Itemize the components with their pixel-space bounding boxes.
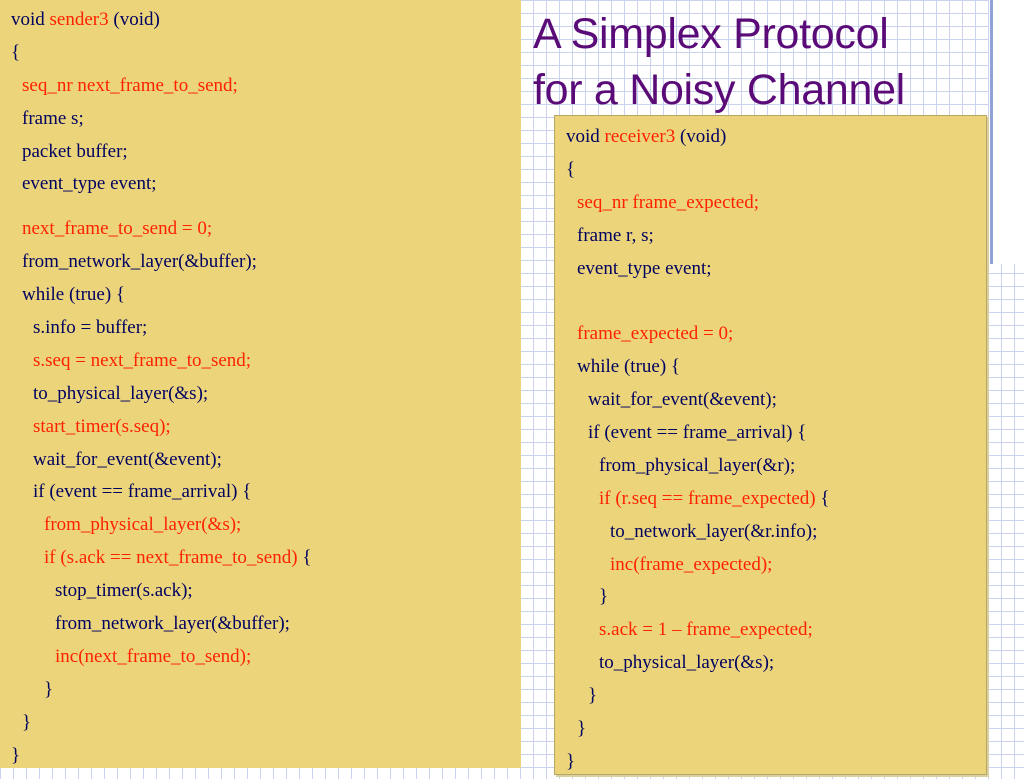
sender-code-line: [11, 411, 311, 444]
slide-title-line-1: A Simplex Protocol: [533, 10, 889, 58]
slide-title: [533, 6, 993, 118]
code-text: wait_for_event(&event);: [588, 389, 777, 411]
code-text: to_physical_layer(&s);: [33, 382, 209, 404]
receiver-code-line: [566, 581, 829, 614]
code-text: }: [566, 750, 576, 772]
highlighted-code-text: inc(frame_expected);: [610, 553, 773, 575]
receiver-code-line: [566, 746, 829, 779]
code-text: }: [44, 678, 54, 700]
code-text: frame r, s;: [577, 224, 654, 246]
code-text: }: [599, 586, 609, 608]
code-text: packet buffer;: [22, 140, 128, 162]
receiver-code-line: [566, 154, 829, 187]
receiver-code-line: [566, 384, 829, 417]
sender-code-line: [11, 476, 311, 509]
code-text: while (true) {: [577, 356, 681, 378]
receiver-code-line: [566, 483, 829, 516]
receiver-code-line: [566, 285, 829, 318]
sender-code-line: [11, 103, 311, 136]
code-text: {: [815, 487, 830, 509]
receiver-code-line: [566, 417, 829, 450]
code-text: while (true) {: [22, 284, 126, 306]
code-text: to_network_layer(&r.info);: [610, 520, 818, 542]
receiver-code-line: [566, 121, 829, 154]
code-text: void: [566, 126, 605, 147]
receiver-code-line: [566, 680, 829, 713]
code-text: if (event == frame_arrival) {: [588, 422, 807, 444]
code-text: event_type event;: [577, 257, 712, 279]
code-text: }: [577, 718, 587, 740]
highlighted-code-text: from_physical_layer(&s);: [44, 514, 242, 536]
receiver-code-line: [566, 614, 829, 647]
receiver-code-line: [566, 187, 829, 220]
highlighted-code-text: seq_nr next_frame_to_send;: [22, 74, 238, 96]
sender-code-line: [11, 37, 311, 70]
receiver-code-line: [566, 450, 829, 483]
sender-code-line: [11, 641, 311, 674]
code-text: stop_timer(s.ack);: [55, 580, 193, 602]
sender-code-line: [11, 279, 311, 312]
highlighted-code-text: inc(next_frame_to_send);: [55, 645, 252, 667]
code-text: }: [588, 685, 598, 707]
highlighted-code-text: start_timer(s.seq);: [33, 415, 171, 437]
sender-code-line: [11, 168, 311, 201]
sender-code-line: [11, 345, 311, 378]
code-text: to_physical_layer(&s);: [599, 652, 775, 674]
highlighted-code-text: sender3: [49, 9, 109, 30]
receiver-code-line: [566, 549, 829, 582]
code-text: void: [11, 9, 50, 30]
code-text: {: [11, 41, 21, 63]
code-text: if (event == frame_arrival) {: [33, 481, 252, 503]
code-text: {: [566, 158, 576, 180]
sender-code-line: [11, 608, 311, 641]
code-text: }: [11, 744, 21, 766]
sender-code-line: [11, 707, 311, 740]
code-text: (void): [675, 126, 727, 147]
highlighted-code-text: if (s.ack == next_frame_to_send): [44, 547, 298, 569]
code-text: event_type event;: [22, 173, 157, 195]
highlighted-code-text: seq_nr frame_expected;: [577, 191, 759, 213]
receiver-code-line: [566, 318, 829, 351]
receiver-code-line: [566, 647, 829, 680]
sender-code-line: [11, 509, 311, 542]
code-text: {: [297, 547, 312, 569]
code-text: frame s;: [22, 107, 84, 129]
code-text: from_network_layer(&buffer);: [22, 251, 257, 273]
sender-code-listing: [11, 4, 311, 772]
slide-title-line-2: for a Noisy Channel: [533, 66, 905, 114]
sender-code-line: [11, 213, 311, 246]
sender-code-line: [11, 542, 311, 575]
sender-code-line: [11, 378, 311, 411]
highlighted-code-text: if (r.seq == frame_expected): [599, 487, 816, 509]
sender-code-line: [11, 444, 311, 477]
highlighted-code-text: s.ack = 1 – frame_expected;: [599, 619, 813, 641]
receiver-code-box: [554, 115, 987, 775]
receiver-code-line: [566, 713, 829, 746]
sender-code-line: [11, 4, 311, 37]
code-text: (void): [108, 9, 160, 30]
sender-code-line: [11, 312, 311, 345]
highlighted-code-text: receiver3: [604, 126, 676, 147]
sender-code-line: [11, 136, 311, 169]
sender-code-line: [11, 674, 311, 707]
code-text: wait_for_event(&event);: [33, 448, 222, 470]
highlighted-code-text: s.seq = next_frame_to_send;: [33, 349, 252, 371]
code-text: }: [22, 711, 32, 733]
slide-side-stripe: [988, 0, 1024, 264]
highlighted-code-text: next_frame_to_send = 0;: [22, 218, 213, 240]
sender-code-line: [11, 70, 311, 103]
code-text: s.info = buffer;: [33, 317, 148, 339]
code-text: from_physical_layer(&r);: [599, 454, 796, 476]
code-text: from_network_layer(&buffer);: [55, 613, 290, 635]
receiver-code-line: [566, 516, 829, 549]
receiver-code-line: [566, 253, 829, 286]
receiver-code-listing: [566, 121, 829, 779]
sender-code-line: [11, 246, 311, 279]
highlighted-code-text: frame_expected = 0;: [577, 323, 734, 345]
receiver-code-line: [566, 220, 829, 253]
sender-code-line: [11, 575, 311, 608]
receiver-code-line: [566, 351, 829, 384]
